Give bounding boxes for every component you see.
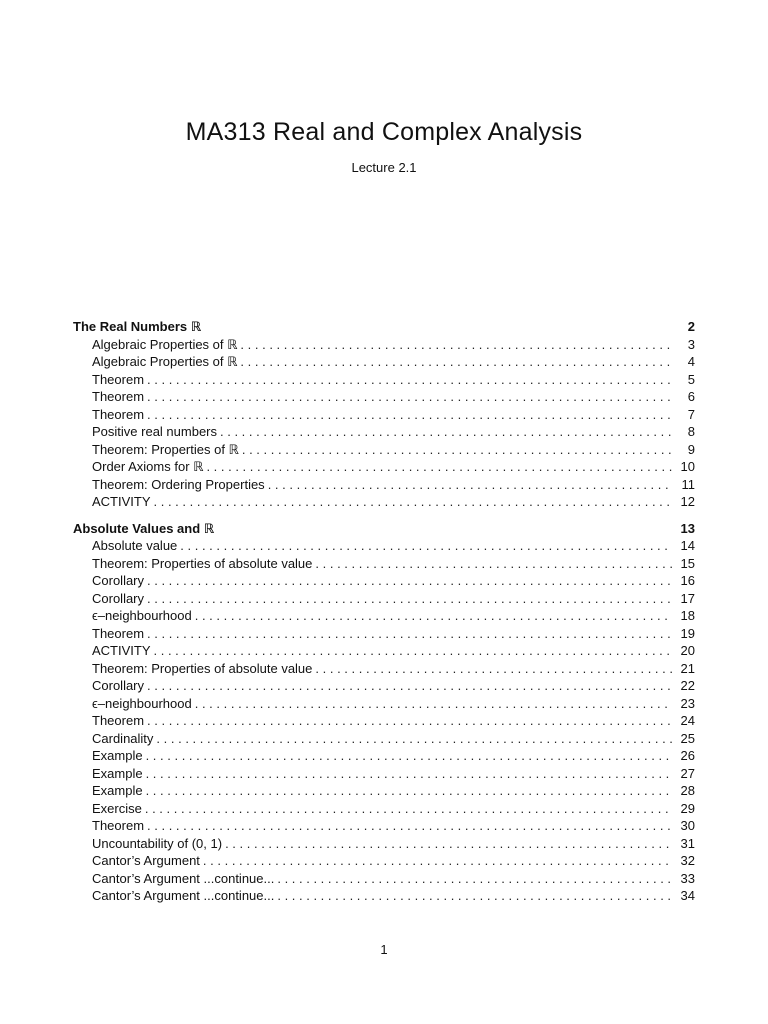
toc-entry-label: Corollary — [92, 573, 145, 588]
dot-leader — [146, 765, 672, 783]
toc-entry-page: 14 — [680, 538, 695, 553]
toc-entry-page: 20 — [680, 643, 695, 658]
toc-entry[interactable] — [73, 555, 695, 573]
toc-entry[interactable] — [73, 406, 695, 424]
toc-entry[interactable] — [73, 476, 695, 494]
dot-leader — [154, 493, 672, 511]
toc-entry-label: ACTIVITY — [92, 643, 151, 658]
dot-leader — [195, 695, 672, 713]
toc-entry[interactable] — [73, 800, 695, 818]
dot-leader — [180, 537, 672, 555]
dot-leader — [147, 572, 672, 590]
toc-entry-label: Cantor’s Argument ...continue... — [92, 888, 275, 903]
toc-entry-page: 3 — [687, 336, 695, 352]
dot-leader — [315, 660, 672, 678]
dot-leader — [220, 423, 672, 441]
dot-leader — [154, 642, 672, 660]
toc-section — [73, 318, 695, 511]
toc-entry[interactable] — [73, 695, 695, 713]
toc-entry[interactable] — [73, 388, 695, 406]
toc-section — [73, 520, 695, 905]
toc-entry[interactable] — [73, 747, 695, 765]
toc-entry-label: Theorem — [92, 818, 145, 833]
toc-entry-label: Exercise — [92, 800, 142, 816]
toc-entry[interactable] — [73, 730, 695, 748]
toc-entry-page: 28 — [680, 783, 695, 798]
toc-entry-page: 4 — [687, 354, 695, 369]
dot-leader — [147, 712, 672, 730]
toc-entry-label: ϵ–neighbourhood — [92, 608, 192, 623]
dot-leader — [203, 852, 672, 870]
toc-entry[interactable] — [73, 870, 695, 888]
toc-entry-page: 10 — [680, 459, 695, 474]
toc-entry[interactable] — [73, 371, 695, 389]
page-number: 1 — [380, 942, 388, 957]
toc-entry-page: 31 — [680, 835, 695, 851]
table-of-contents — [73, 318, 695, 914]
toc-entry-label: Example — [92, 783, 143, 798]
dot-leader — [147, 625, 672, 643]
toc-entry-label: Order Axioms for ℝ — [92, 459, 204, 474]
toc-entry-label: Absolute value — [92, 538, 178, 553]
toc-entry-label: Example — [92, 765, 143, 781]
dot-leader — [156, 730, 672, 748]
toc-entry-page: 27 — [680, 765, 695, 781]
toc-section-page: 13 — [680, 520, 695, 536]
toc-entry-page: 32 — [680, 853, 695, 868]
dot-leader — [240, 353, 672, 371]
dot-leader — [146, 747, 672, 765]
toc-entry-page: 17 — [680, 590, 695, 606]
toc-entry-label: Theorem: Ordering Properties — [92, 476, 265, 492]
toc-entry-page: 18 — [680, 608, 695, 623]
toc-entry[interactable] — [73, 835, 695, 853]
dot-leader — [145, 800, 672, 818]
toc-entry-label: Algebraic Properties of ℝ — [92, 336, 238, 352]
toc-entry-label: Theorem — [92, 625, 145, 641]
dot-leader — [268, 476, 672, 494]
toc-entry-page: 11 — [681, 476, 695, 492]
dot-leader — [147, 817, 672, 835]
toc-entry-label: Positive real numbers — [92, 424, 217, 439]
toc-entry-label: Theorem — [92, 371, 145, 387]
toc-entry-page: 19 — [680, 625, 695, 641]
toc-entry-label: Theorem: Properties of absolute value — [92, 660, 313, 676]
dot-leader — [195, 607, 672, 625]
toc-entry[interactable] — [73, 817, 695, 835]
toc-entry[interactable] — [73, 572, 695, 590]
dot-leader — [277, 870, 672, 888]
toc-entry-label: Theorem — [92, 713, 145, 728]
toc-entry[interactable] — [73, 712, 695, 730]
toc-entry[interactable] — [73, 625, 695, 643]
toc-entry-label: Algebraic Properties of ℝ — [92, 354, 238, 369]
toc-entry-page: 33 — [680, 870, 695, 886]
toc-entry[interactable] — [73, 765, 695, 783]
dot-leader — [277, 887, 672, 905]
toc-entry-label: Theorem: Properties of absolute value — [92, 555, 313, 571]
toc-entry-page: 7 — [687, 406, 695, 422]
dot-leader — [147, 371, 672, 389]
toc-section-heading[interactable] — [73, 318, 695, 336]
toc-entry-label: Corollary — [92, 678, 145, 693]
toc-entry[interactable] — [73, 642, 695, 660]
toc-entry-page: 21 — [680, 660, 695, 676]
dot-leader — [206, 458, 672, 476]
dot-leader — [146, 782, 672, 800]
toc-entry[interactable] — [73, 458, 695, 476]
dot-leader — [315, 555, 672, 573]
toc-section-title: Absolute Values and ℝ — [73, 520, 215, 536]
toc-entry-page: 5 — [687, 371, 695, 387]
dot-leader — [240, 336, 672, 354]
toc-entry-page: 30 — [680, 818, 695, 833]
dot-leader — [242, 441, 672, 459]
toc-entry[interactable] — [73, 590, 695, 608]
dot-leader — [147, 406, 672, 424]
toc-entry-label: Uncountability of (0, 1) — [92, 835, 223, 851]
dot-leader — [147, 677, 672, 695]
toc-entry[interactable] — [73, 782, 695, 800]
toc-entry-page: 26 — [680, 748, 695, 763]
toc-section-title: The Real Numbers ℝ — [73, 319, 202, 334]
toc-entry-label: Theorem — [92, 406, 145, 422]
toc-entry-label: ϵ–neighbourhood — [92, 695, 192, 711]
toc-entry-label: Example — [92, 748, 143, 763]
toc-entry[interactable] — [73, 423, 695, 441]
dot-leader — [147, 590, 672, 608]
toc-entry-page: 15 — [680, 555, 695, 571]
toc-entry[interactable] — [73, 493, 695, 511]
dot-leader — [225, 835, 672, 853]
toc-entry-label: Cardinality — [92, 730, 154, 746]
toc-entry[interactable] — [73, 336, 695, 354]
toc-entry[interactable] — [73, 660, 695, 678]
toc-entry-page: 34 — [680, 888, 695, 903]
toc-entry-label: Cantor’s Argument ...continue... — [92, 870, 275, 886]
toc-entry[interactable] — [73, 677, 695, 695]
toc-entry-page: 29 — [680, 800, 695, 816]
toc-section-heading[interactable] — [73, 520, 695, 538]
dot-leader — [147, 388, 672, 406]
toc-entry-page: 16 — [680, 573, 695, 588]
toc-entry[interactable] — [73, 887, 695, 905]
toc-entry-page: 23 — [680, 695, 695, 711]
toc-entry-page: 25 — [680, 730, 695, 746]
toc-entry-page: 6 — [687, 389, 695, 404]
toc-entry[interactable] — [73, 441, 695, 459]
toc-entry-page: 24 — [680, 713, 695, 728]
toc-entry-label: Cantor’s Argument — [92, 853, 200, 868]
toc-entry-label: Theorem: Properties of ℝ — [92, 441, 239, 457]
toc-entry-label: Theorem — [92, 389, 145, 404]
toc-entry[interactable] — [73, 852, 695, 870]
toc-entry-page: 22 — [680, 678, 695, 693]
document-title: MA313 Real and Complex Analysis — [185, 118, 583, 146]
toc-entry-page: 9 — [687, 441, 695, 457]
toc-entry-label: Corollary — [92, 590, 145, 606]
toc-entry[interactable] — [73, 353, 695, 371]
toc-entry[interactable] — [73, 607, 695, 625]
toc-section-page: 2 — [687, 319, 695, 334]
toc-entry-page: 12 — [680, 494, 695, 509]
lecture-subtitle: Lecture 2.1 — [351, 160, 417, 175]
toc-entry-page: 8 — [687, 424, 695, 439]
toc-entry-label: ACTIVITY — [92, 494, 151, 509]
toc-entry[interactable] — [73, 537, 695, 555]
